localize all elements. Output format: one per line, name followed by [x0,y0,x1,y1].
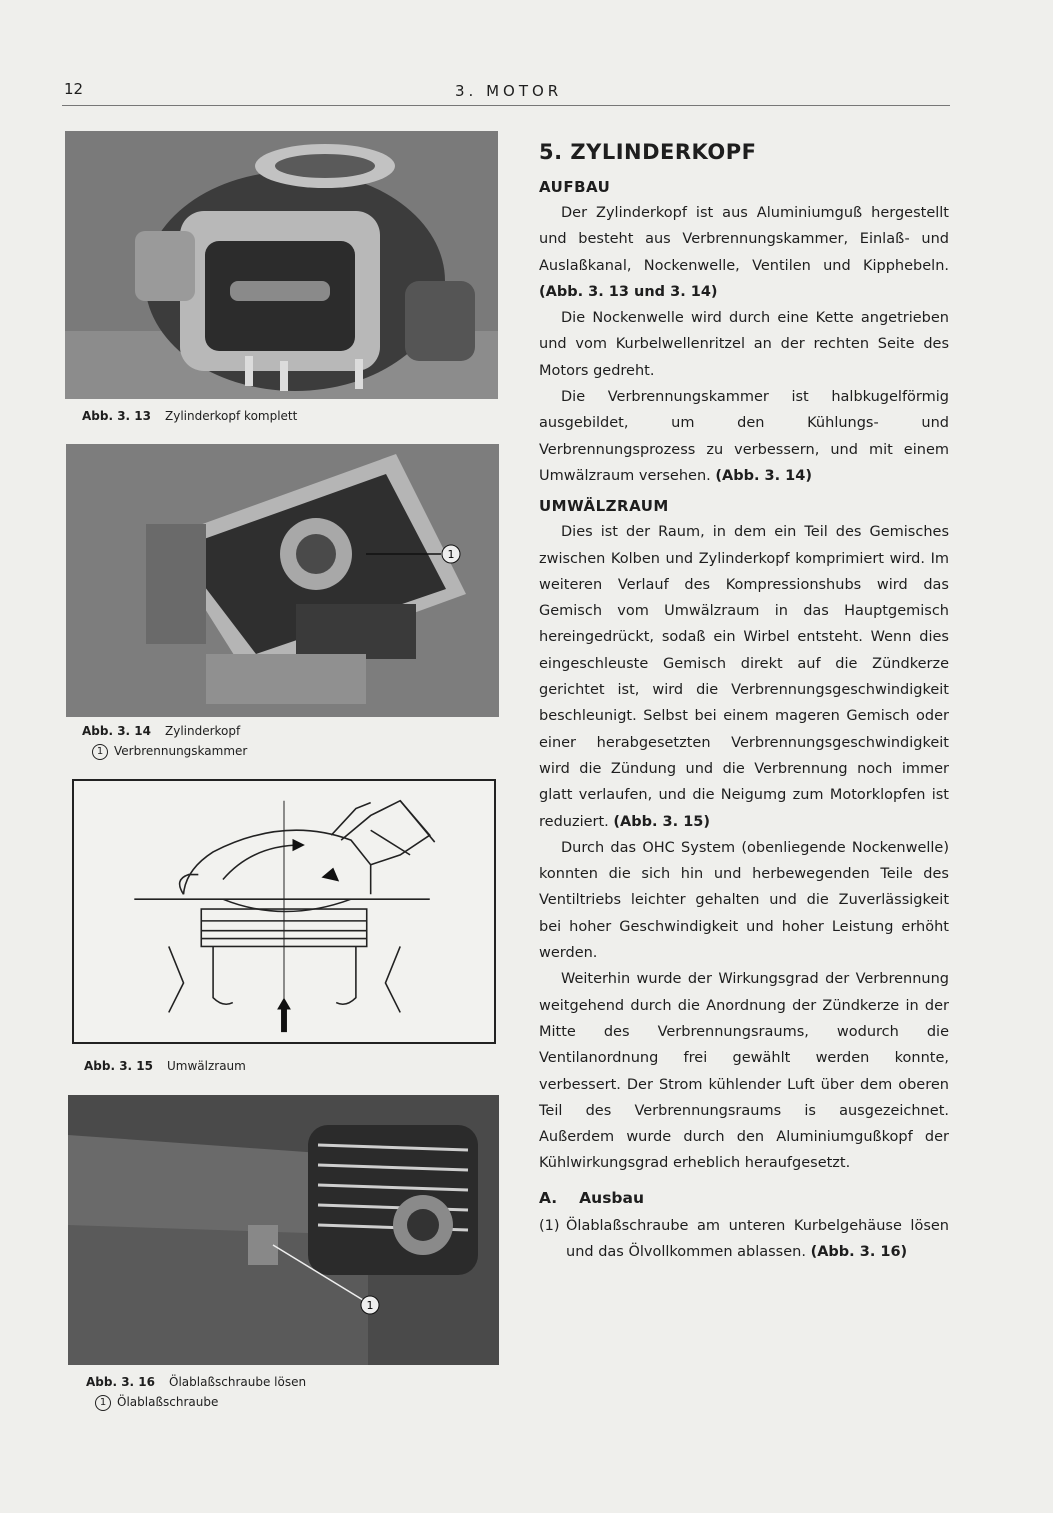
heading-aufbau: AUFBAU [539,178,611,196]
text-column [539,140,949,1265]
heading-umwaelzraum: UMWÄLZRAUM [539,497,669,516]
heading-ausbau [539,1189,949,1207]
paragraph: Weiterhin wurde der Wirkungsgrad der Verbrennung weitgehend durch die Anordnung der Zündkerze in der Mitte des Verbrennungsraums, wodurch die Ventilanordnung frei gewählt werden konnte, verbessert. Der Strom kühlender Luft über dem oberen Teil des Verbrennungsraums is ausgezeichnet. Außerdem wurde durch den Aluminiumgußkopf der Kühlwirkungsgrad erheblich heraufgesetzt. [539,971,949,1172]
paragraph: Der Zylinderkopf ist aus Aluminiumguß hergestellt und besteht aus Verbrennungskammer, Einlaß- und Auslaßkanal, Nockenwelle, Ventilen und Kipphebeln. (Abb. 3. 13 und 3. 14) [539,205,949,300]
figure-reference: (Abb. 3. 16) [810,1243,908,1260]
figure-reference: (Abb. 3. 15) [613,813,711,830]
step-number: (1) [539,1217,560,1234]
figure-caption-text: Ölablaßschraube lösen [169,1375,307,1389]
paragraph: Die Verbrennungskammer ist halbkugelförmig ausgebildet, um den Kühlungs- und Verbrennungsprozess zu verbessern, und mit einem Umwälzraum versehen. (Abb. 3. 14) [539,389,949,484]
page-number: 12 [64,80,84,98]
figure-reference: (Abb. 3. 13 und 3. 14) [539,283,718,300]
paragraph: Dies ist der Raum, in dem ein Teil des Gemisches zwischen Kolben und Zylinderkopf komprimiert wird. Im weiteren Verlauf des Kompressionshubs wird das Gemisch vom Umwälzraum in das Hauptgemisch hereingedrückt, sodaß ein Wirbel entsteht. Wenn dies eingeschleuste Gemisch direkt auf die Zündkerze gerichtet ist, wird die Verbrennungsgeschwindigkeit beschleunigt. Selbst bei einem mageren Gemisch oder einer herabgesetzten Verbrennungsgeschwindigkeit wird die Zündung und die Verbrennung noch immer glatt verlaufen, und die Neigumg zum Motorklopfen ist reduziert. (Abb. 3. 15) [539,524,949,830]
callout-number: 1 [92,744,108,760]
heading-letter: A. [539,1188,558,1207]
figure-label: Abb. 3. 16 [86,1375,155,1389]
callout-number: 1 [95,1395,111,1411]
callout-text: Ölablaßschraube [117,1395,219,1409]
paragraph: Durch das OHC System (obenliegende Nockenwelle) konnten die sich hin und herbewegenden Teile des Ventiltriebs leichter gehalten und die Zuverlässigkeit bei hoher Geschwindigkeit und hoher Leistung erhöht werden. [539,839,949,962]
photo-cylinder-head-chamber [66,444,499,717]
heading-text: Ausbau [579,1188,645,1207]
photo-cylinder-head-complete [65,131,498,399]
figure-label: Abb. 3. 15 [84,1059,153,1073]
callout-text: Verbrennungskammer [114,744,248,758]
figure-label: Abb. 3. 14 [82,724,151,738]
figure-reference: (Abb. 3. 14) [715,467,812,484]
photo-oil-drain-bolt [68,1095,499,1365]
figure-label: Abb. 3. 13 [82,409,151,423]
section-title: 5. ZYLINDERKOPF [539,140,757,164]
figure-caption-text: Zylinderkopf [165,724,241,738]
svg-text:1: 1 [366,1299,374,1312]
figure-caption-3-15 [84,1056,246,1076]
figure-caption-text: Umwälzraum [167,1059,246,1073]
running-title: 3. MOTOR [455,82,563,100]
paragraph: Die Nockenwelle wird durch eine Kette angetrieben und vom Kurbelwellenritzel an der rechten Seite des Motors gedreht. [539,310,949,379]
figure-caption-3-16 [86,1372,306,1412]
step-text: Ölablaßschraube am unteren Kurbelgehäuse lösen und das Ölvollkommen ablassen. [566,1217,949,1260]
diagram-swirl-chamber [72,779,496,1044]
svg-text:1: 1 [447,548,455,561]
header-rule [62,105,950,106]
step-item [539,1213,949,1266]
figure-caption-3-13 [82,406,297,426]
figure-caption-3-14 [82,721,247,761]
figure-caption-text: Zylinderkopf komplett [165,409,298,423]
